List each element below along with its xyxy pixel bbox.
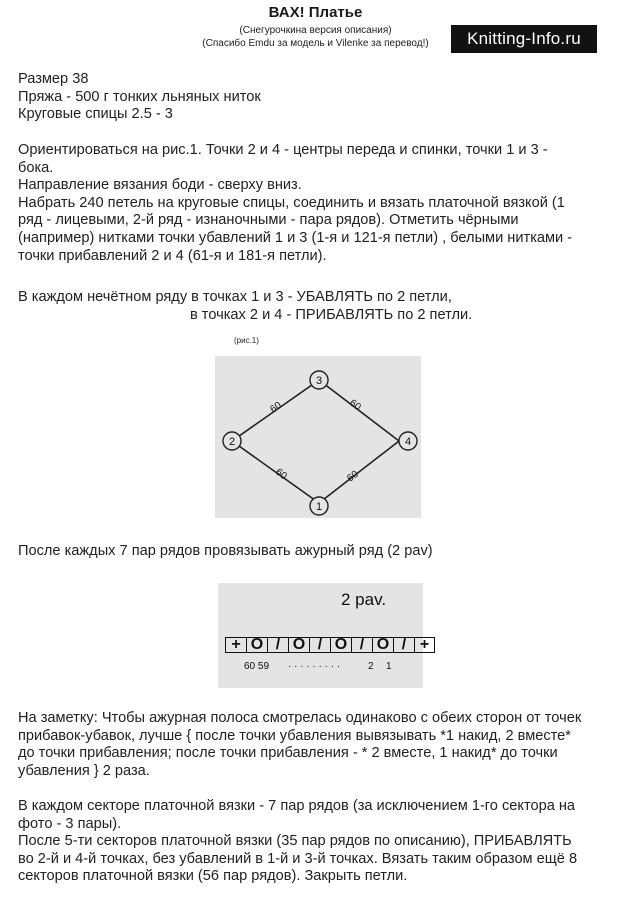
chart-cell: /	[310, 637, 331, 653]
chart-cell: /	[394, 637, 415, 653]
chart-cell: O	[289, 637, 310, 653]
chart-cell: /	[352, 637, 373, 653]
note-line: прибавок-убавок, лучше { после точки убавления вывязывать *1 накид, 2 вместе*	[18, 727, 571, 744]
chart-number-1: 1	[386, 661, 392, 672]
intro-line: Набрать 240 петель на круговые спицы, соединить и вязать платочной вязкой (1	[18, 194, 565, 211]
diamond-diagram	[215, 356, 421, 518]
point-2-label: 2	[228, 436, 236, 448]
chart-numbers-left: 60 59	[244, 661, 270, 672]
openwork-note-text: После каждых 7 пар рядов провязывать ажурный ряд (2 pav)	[18, 543, 433, 559]
rule-line-decrease: В каждом нечётном ряду в точках 1 и 3 - УБАВЛЯТЬ по 2 петли,	[18, 289, 452, 305]
chart-cell: O	[247, 637, 268, 653]
final-line: фото - 3 пары).	[18, 815, 122, 832]
subtitle-version: (Снегурочкина версия описания)	[239, 25, 392, 36]
chart-cell: /	[268, 637, 289, 653]
site-watermark: Knitting-Info.ru	[451, 25, 597, 53]
final-line: во 2-й и 4-й точках, без убавлений в 1-й и 3-й точках. Вязать таким образом ещё 8	[18, 850, 578, 867]
rule-line-increase: в точках 2 и 4 - ПРИБАВЛЯТЬ по 2 петли.	[190, 306, 473, 323]
chart-numbers-dots: · · · · · · · · ·	[288, 661, 341, 672]
point-1-marker	[310, 497, 328, 515]
edge-label-bottom-right: 60	[345, 468, 361, 485]
intro-line: точки прибавлений 2 и 4 (61-я и 181-я петли).	[18, 247, 327, 264]
subtitle-credits: (Спасибо Emdu за модель и Vilenke за перевод!)	[202, 38, 429, 49]
chart-title: 2 pav.	[341, 590, 387, 609]
spec-needles: Круговые спицы 2.5 - 3	[18, 106, 173, 123]
rule-block	[18, 289, 618, 324]
final-block	[18, 798, 618, 886]
figure2-chart	[218, 583, 430, 688]
figure1-caption: (рис.1)	[234, 336, 259, 345]
point-4-marker	[399, 432, 417, 450]
chart-cell: O	[373, 637, 394, 653]
point-3-marker	[310, 371, 328, 389]
chart-cell: O	[331, 637, 352, 653]
final-line: После 5-ти секторов платочной вязки (35 пар рядов по описанию), ПРИБАВЛЯТЬ	[18, 833, 572, 850]
intro-line: Ориентироваться на рис.1. Точки 2 и 4 - центры переда и спинки, точки 1 и 3 -	[18, 142, 548, 158]
final-line: секторов платочной вязки (56 пар рядов). Закрыть петли.	[18, 868, 408, 885]
intro-line: ряд - лицевыми, 2-й ряд - изнаночными - пара рядов). Отметить чёрными	[18, 212, 519, 229]
specs-block	[18, 71, 618, 124]
openwork-note	[18, 543, 618, 561]
chart-number-2: 2	[368, 661, 374, 672]
edge-label-top-right: 60	[347, 397, 363, 414]
intro-line: (например) нитками точки убавлений 1 и 3 (1-я и 121-я петли) , белыми нитками -	[18, 229, 573, 246]
page-title: ВАХ! Платье	[268, 4, 363, 21]
figure1-diagram	[215, 356, 421, 518]
note-block	[18, 710, 618, 780]
note-line: На заметку: Чтобы ажурная полоса смотрелась одинаково с обеих сторон от точек	[18, 710, 582, 726]
point-3-label: 3	[315, 375, 323, 387]
intro-block	[18, 142, 618, 265]
edge-label-top-left: 60	[268, 399, 284, 416]
edge-label-bottom-left: 60	[273, 466, 289, 483]
spec-size: Размер 38	[18, 71, 89, 87]
point-2-marker	[223, 432, 241, 450]
point-1-label: 1	[315, 501, 323, 513]
final-line: В каждом секторе платочной вязки - 7 пар рядов (за исключением 1-го сектора на	[18, 798, 576, 814]
chart-cell: +	[415, 637, 435, 653]
note-line: убавления } 2 раза.	[18, 762, 150, 779]
intro-line: бока.	[18, 159, 54, 176]
spec-yarn: Пряжа - 500 г тонких льняных ниток	[18, 88, 261, 105]
note-line: до точки прибавления; после точки прибавления - * 2 вместе, 1 накид* до точки	[18, 745, 558, 762]
chart-row	[225, 637, 437, 653]
point-4-label: 4	[404, 436, 412, 448]
chart-cell: +	[226, 637, 247, 653]
intro-line: Направление вязания боди - сверху вниз.	[18, 177, 302, 194]
